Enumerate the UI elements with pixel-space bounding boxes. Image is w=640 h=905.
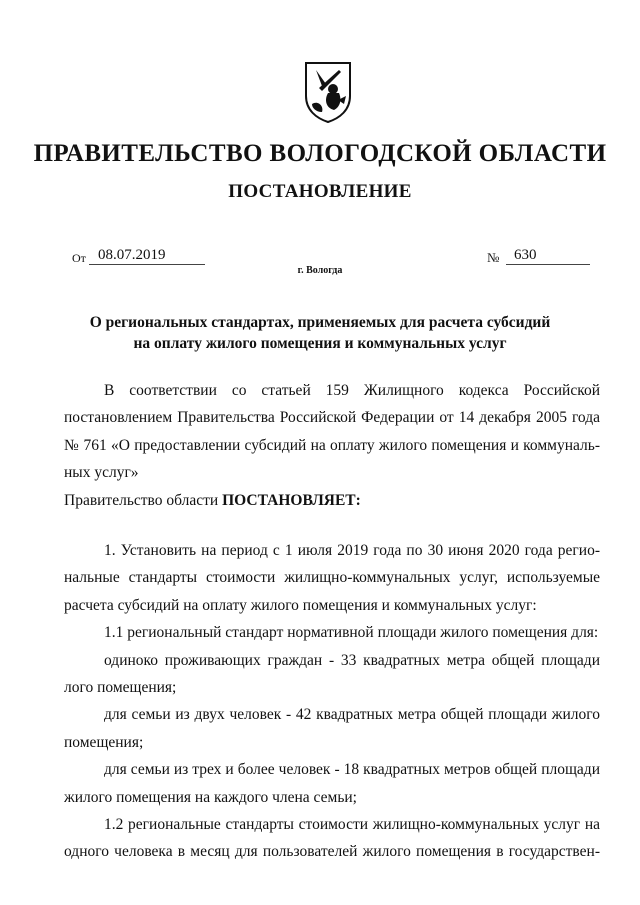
- subject-line: О региональных стандартах, применяемых для расчета субсидий: [89, 314, 551, 331]
- text-line: ных услуг»: [64, 464, 139, 482]
- document-number: 630: [514, 247, 537, 263]
- document-type: ПОСТАНОВЛЕНИЕ: [228, 181, 412, 202]
- resolution-word: ПОСТАНОВЛЯЕТ:: [222, 491, 361, 509]
- text-line: 1. Установить на период с 1 июля 2019 года по 30 июня 2020 года регио-: [104, 542, 600, 559]
- organization-title: ПРАВИТЕЛЬСТВО ВОЛОГОДСКОЙ ОБЛАСТИ: [33, 140, 607, 167]
- text-line: 1.1 региональный стандарт нормативной площади жилого помещения для:: [104, 624, 599, 642]
- coat-of-arms-icon: [302, 60, 354, 124]
- text-line: помещения;: [64, 733, 144, 751]
- text-line: лого помещения;: [64, 678, 177, 696]
- document-date: 08.07.2019: [98, 247, 166, 263]
- resolution-line: [64, 487, 600, 514]
- subject-line: на оплату жилого помещения и коммунальных услуг: [133, 335, 507, 352]
- text-line: для семьи из двух человек - 42 квадратных метра общей площади жилого: [104, 706, 600, 724]
- text-line: № 761 «О предоставлении субсидий на оплату жилого помещения и коммуналь-: [64, 436, 600, 454]
- text-line: расчета субсидий на оплату жилого помещения и коммунальных услуг:: [64, 596, 537, 614]
- resolution-prefix: Правительство области: [64, 491, 223, 509]
- date-label: От: [72, 251, 86, 265]
- number-label: №: [487, 250, 500, 265]
- text-line: одиноко проживающих граждан - 33 квадратных метра общей площади: [104, 651, 600, 669]
- text-line: В соответствии со статьей 159 Жилищного кодекса Российской: [104, 382, 600, 399]
- preamble: [64, 377, 600, 514]
- text-line: для семьи из трех и более человек - 18 квадратных метров общей площади: [104, 761, 600, 779]
- text-line: нальные стандарты стоимости жилищно-коммунальных услуг, используемые: [64, 569, 600, 587]
- document-subject: [60, 312, 580, 354]
- city-name: г. Вологда: [297, 265, 343, 276]
- text-line: одного человека в месяц для пользователей жилого помещения в государствен-: [64, 843, 600, 861]
- text-line: 1.2 региональные стандарты стоимости жилищно-коммунальных услуг на: [104, 815, 600, 833]
- text-line: постановлением Правительства Российской Федерации от 14 декабря 2005 года: [64, 409, 600, 427]
- text-line: жилого помещения на каждого члена семьи;: [64, 788, 357, 806]
- decree-body: [64, 537, 600, 866]
